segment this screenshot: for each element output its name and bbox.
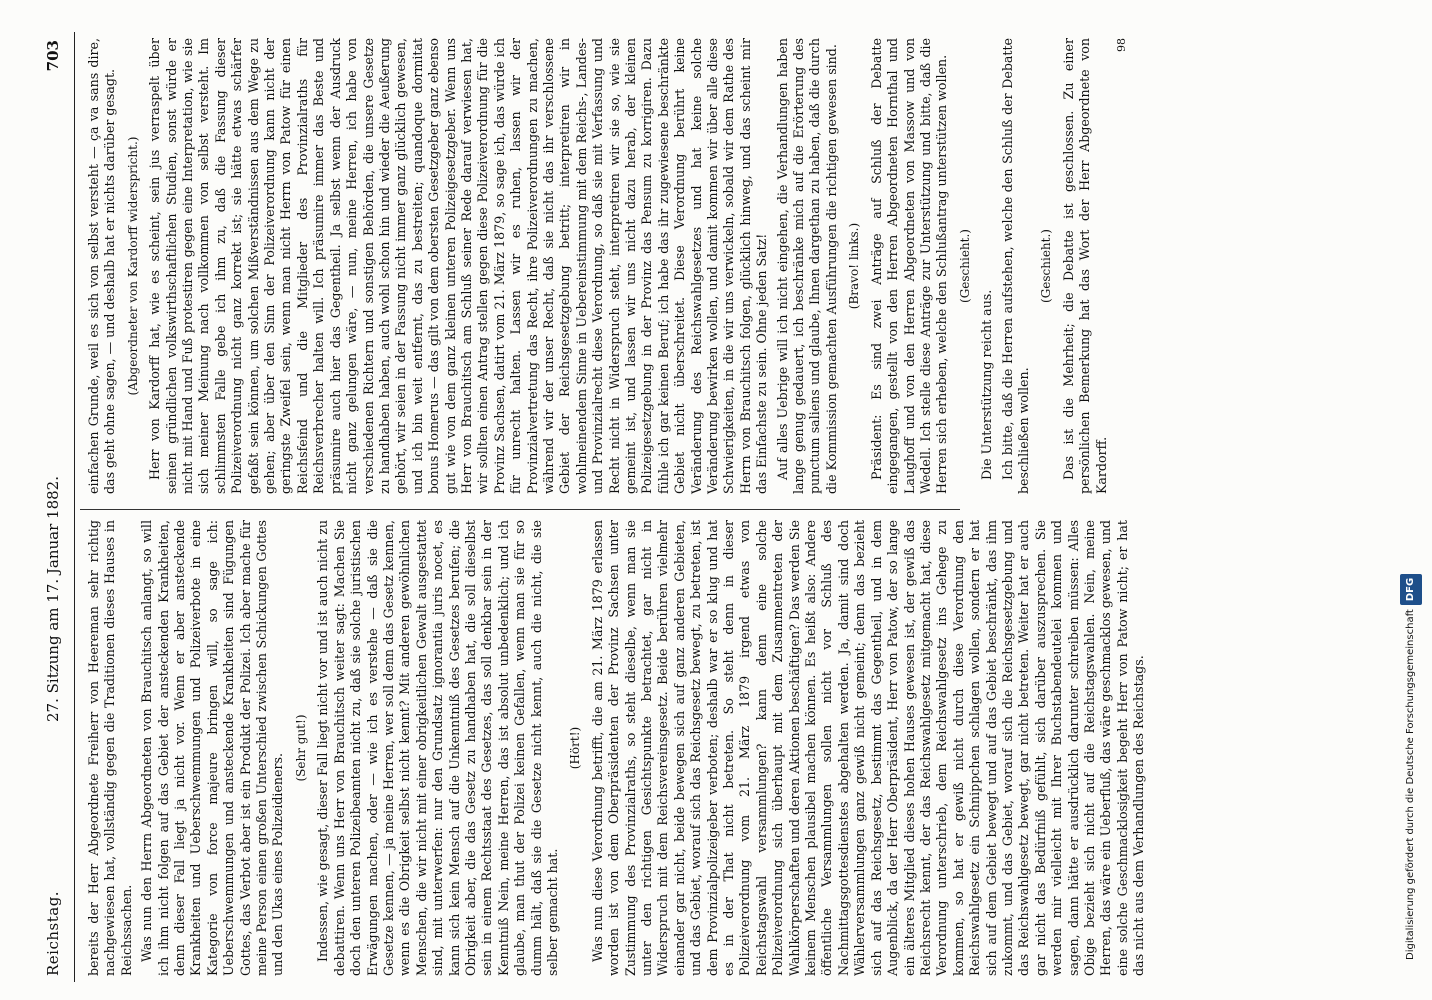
paragraph: einfachen Grunde, weil es sich von selbst versteht — ça va sans dire, das geht ohne sagen, — und deshalb hat er nichts darüber gesagt.	[86, 38, 118, 494]
header-left: Reichstag.	[44, 890, 62, 976]
header-session-date: 27. Sitzung am 17. Januar 1882.	[44, 476, 62, 722]
funding-note	[1400, 20, 1422, 960]
funding-text: Digitalisierung gefördert durch die Deutsche Forschungsgemeinschaft	[1405, 609, 1416, 960]
funding-strip	[1400, 20, 1424, 980]
left-column	[86, 520, 1152, 976]
interjection: (Bravo! links.)	[847, 222, 862, 310]
interjection: (Geschieht.)	[1039, 229, 1054, 303]
paragraph: Die Unterstützung reicht aus.	[979, 289, 995, 480]
paragraph: Indessen, wie gesagt, dieser Fall liegt nicht vor und ist auch nicht zu debattiren. Wenn uns Herr von Brauchitsch weiter sagt: Machen Sie doch den unteren Polizeibeamten nicht zu, daß sie solche juristischen Erwägungen machen, oder — wie ich es verstehe — daß sie die Gesetze kennen, — ja meine Herren, wer soll denn das Gesetz kennen, wenn es die Obrigkeit selbst nicht kennt? Mit anderen gewöhnlichen Menschen, die wir nicht mit einer obrigkeitlichen Gewalt ausgestattet sind, mit unterwerfen: nur den Grundsatz ignorantia juris nocet, es kann sich kein Mensch auf die Unkenntniß des Gesetzes berufen; die Obrigkeit aber, die das Gesetz zu handhaben hat, die soll dieselbst sein in einem Rechtsstaat des Gesetzes, das soll denkbar sein in der Kenntniß Nein, meine Herren, das ist absolut unbedenklich; und ich glaube, man thut der Polizei keinen Gefallen, wenn man sie für so dumm hält, daß sie die Gesetze nicht kennt, auch die nicht, die sie selber gemacht hat.	[315, 520, 560, 976]
interjection: (Hört!)	[568, 726, 583, 770]
paragraph: Was nun diese Verordnung betrifft, die am 21. März 1879 erlassen worden ist von dem Oberpräsidenten der Provinz Sachsen unter Zustimmung des Provinzialraths, so steht dieselbe, wenn man sie unter den richtigen Gesichtspunkte betrachtet, gar nicht in Widerspruch mit dem Reichsvereinsgesetz. Beide berühren vielmehr einander gar nicht, beide bewegen sich auf ganz anderen Gebieten, und das Gebiet, worauf sich das Reichsgesetz bewegt, zu betreten, ist dem Provinzialpolizeigeber verboten; deshalb war er so klug und hat es in der That nicht betreten. So steht denn in dieser Polizeiverordnung vom 21. März 1879 irgend etwas von Reichstagswahl versammlungen? kann denn eine solche Polizeiverordnung sich überhaupt mit dem Zusammentreten der Wahlkörperschaften und deren Aktionen beschäftigen? Das werden Sie keinem Menschen plausibel machen können. Es heißt also: Andere öffentliche Versammlungen sollen nicht vor Schluß des Nachmittagsgottesdienstes abgehalten werden. Ja, damit sind doch Wählerversammlungen ganz gewiß nicht gemeint; denn das bezieht sich auf das Reichsgesetz, bestimmt das Gegentheil, und in dem Augenblick, da der Herr Oberpräsident, Herr von Patow, der so lange ein älteres Mitglied dieses hohen Hauses gewesen ist, der gewiß das Reichsrecht kennt, der das Reichswahlgesetz mitgemacht hat, diese Verordnung unterschrieb, dem Reichswahlgesetz ins Gehege zu kommen, so hat er gewiß nicht durch diese Verordnung den Reichswahlgesetz ein Schnippchen schlagen wollen, sondern er hat sich auf dem Gebiet bewegt und auf das Gebiet beschränkt, das ihm zukommt, und das Gebiet, worauf sich die Reichsgesetzgebung und das Reichswahlgesetz bewegt, gar nicht betreten. Weiter hat er auch gar nicht das Bedürfniß gefühlt, sich darüber auszusprechen. Sie werden mir vielleicht mit Ihrer Buchstabendeutelei kommen und sagen, dann hätte er ausdrücklich darunter schreiben müssen: Alles Obige bezieht sich nicht auf die Reichstagswahlen. Nein, meine Herren, das wäre ein Ueberfluß, das wäre geschmacklos gewesen, und eine solche Geschmacklosigkeit begeht Herr von Patow nicht; er hat das nicht aus dem Verhandlungen des Reichstags.	[589, 520, 1147, 976]
rotated-page-content	[30, 32, 1390, 982]
interjection: (Abgeordneter von Kardorff widerspricht.)	[125, 136, 140, 396]
paragraph: Auf alles Uebrige will ich nicht eingehen, die Verhandlungen haben lange genug gedauert, ich beschränke mich auf die Erörterung des punctum saliens und glaube, Ihnen dargethan zu haben, daß die durch die Kommission gemachten Ausführungen die richtigen gewesen sind.	[774, 38, 839, 494]
page-number: 703	[44, 40, 62, 72]
page-header	[30, 32, 75, 982]
president-paragraph: Präsident: Es sind zwei Anträge auf Schluß der Debatte eingegangen, gestellt von den Herren Abgeordneten Hornthal und Laughoff und von den Herren Abgeordneten von Massow und von Wedell. Ich stelle diese Anträge zur Unterstützung und bitte, daß die Herren sich erheben, welche den Schlußantrag unterstützen wollen.	[868, 38, 950, 494]
paragraph: Was nun den Herrn Abgeordneten von Brauchitsch anlangt, so will ich ihm nicht folgen auf das Gebiet der ansteckenden Krankheiten, denn dieser Fall liegt ja nicht vor. Wenn er aber ansteckende Krankheiten und Ueberschwemmungen und Polizeiverbote in eine Kategorie von force majeure bringen will, so sage ich: Ueberschwemmungen und ansteckende Krankheiten sind Fügungen Gottes, das Verbot aber ist ein Produkt der Polizei. Ich aber mache für meine Person einen großen Unterschied zwischen Schickungen Gottes und den Ukas eines Polizeidieners.	[139, 520, 286, 976]
paragraph: Herr von Kardorff hat, wie es scheint, sein jus verraspelt über seinen gründlichen volkswirthschaftlichen Studien, sonst würde er nicht mit Hand und Fuß protestiren gegen eine Interpretation, wie sie sich meiner Meinung nach vollkommen von selbst versteht. Im schlimmsten Falle gebe ich ihm zu, daß die Fassung dieser Polizeiverordnung nicht ganz korrekt ist; sie hätte etwas schärfer gefaßt sein können, um solchen Mißverständnissen aus dem Wege zu gehen; aber über den Sinn der Polizeiverordnung kann nicht der geringste Zweifel sein, wenn man nicht Herrn von Patow für einen Reichsfeind und die Mitglieder des Provinzialraths für Reichsverbrecher halten will. Ich präsumire immer das Beste und präsumire auch hier das Gegentheil. Ja selbst wenn der Ausdruck nicht ganz gelungen wäre, — nun, meine Herren, ich habe von verschiedenen Richtern und sonstigen Behörden, die unsere Gesetze zu handhaben haben, auch wohl schon hin und wieder die Aeußerung gehört, wir seien in der Fassung nicht immer ganz glücklich gewesen, und ich bin weit entfernt, das zu bestreiten; quandoque dormitat bonus Homerus — das gilt von dem obersten Gesetzgeber ganz ebenso gut wie von dem ganz kleinen unteren Polizeigesetzgeber. Wenn uns Herr von Brauchitsch am Schluß seiner Rede darauf verwiesen hat, wir sollten einen Antrag stellen gegen diese Polizeiverordnung für die Provinz Sachsen, datirt vom 21. März 1879, so sage ich, das würde ich für unrecht halten. Lassen wir es ruhen, lassen wir der Provinzialvertretung das Recht, ihre Polizeiverordnungen zu machen, während wir der unser Recht, daß sie nicht das ihr verschlossene Gebiet der Reichsgesetzgebung betritt; interpretiren wir in wohlmeinendem Sinne in Uebereinstimmung mit dem Reichs-, Landes- und Provinzialrecht diese Verordnung, so daß sie mit Verfassung und Recht nicht in Widerspruch steht, interpretiren wir sie so, wie sie gemeint ist, und lassen wir uns nicht dazu herab, der kleinen Polizeigesetzgebung in der Provinz das Pensum zu korrigiren. Dazu fühle ich gar keinen Beruf; ich habe das ihr zugewiesene beschränkte Gebiet nicht überschreitet. Diese Verordnung berührt keine Veränderung des Reichswahlgesetzes und hat keine solche Veränderung bewirken wollen, und damit kommen wir über alle diese Schwierigkeiten, in die wir uns verwickeln, sobald wir dem Rathe des Herrn von Brauchitsch folgen, glücklich hinweg, und das scheint mir das Einfachste zu sein. Ohne jeden Satz!	[147, 38, 770, 494]
dfg-logo: DFG	[1400, 574, 1422, 605]
paragraph: Ich bitte, daß die Herren aufstehen, welche den Schluß der Debatte beschließen wollen.	[999, 38, 1031, 494]
column-divider	[80, 509, 960, 510]
paragraph: bereits der Herr Abgeordnete Freiherr von Heereman sehr richtig nachgewiesen hat, vollständig gegen die Traditionen dieses Hauses in Reichssachen.	[86, 520, 134, 976]
signature-mark: 98	[1114, 38, 1128, 52]
interjection: (Sehr gut!)	[293, 714, 308, 782]
paragraph: Das ist die Mehrheit; die Debatte ist geschlossen. Zu einer persönlichen Bemerkung hat das Wort der Herr Abgeordnete von Kardorff.	[1060, 38, 1109, 494]
right-column	[86, 38, 1134, 494]
interjection: (Geschieht.)	[957, 229, 972, 303]
